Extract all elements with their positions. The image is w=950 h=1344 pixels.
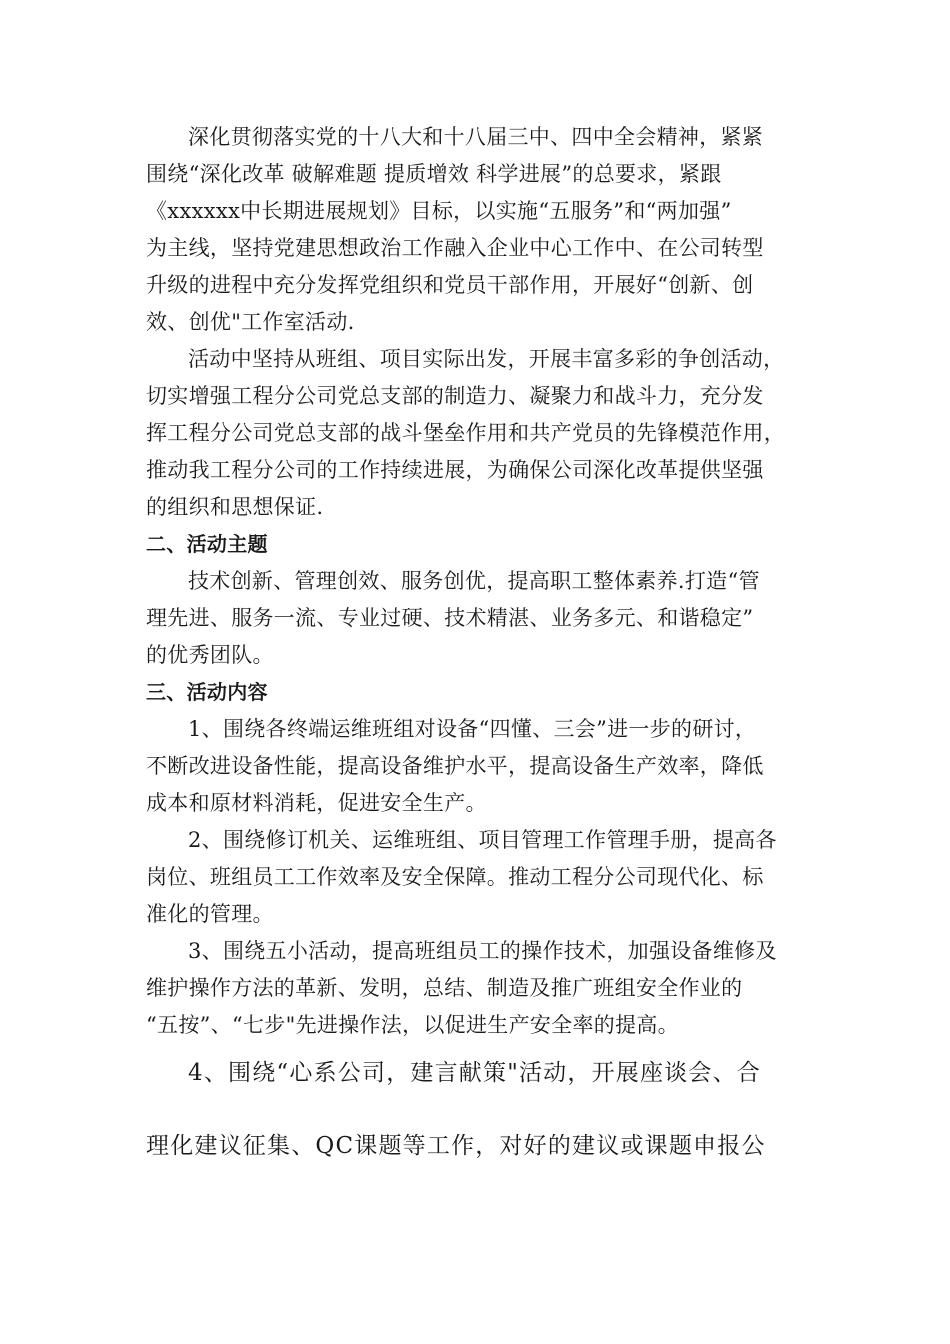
paragraph-line: 升级的进程中充分发挥党组织和党员干部作用，开展好“创新、创: [146, 273, 754, 297]
section-heading: 二、活动主题: [146, 532, 268, 556]
paragraph-line: 为主线，坚持党建思想政治工作融入企业中心工作中、在公司转型: [146, 236, 764, 260]
paragraph-line: 技术创新、管理创效、服务创优，提高职工整体素养.打造“管: [188, 569, 760, 593]
paragraph-line: 效、创优"工作室活动.: [146, 310, 355, 334]
paragraph-line: 准化的管理。: [146, 902, 274, 926]
paragraph-line: 理化建议征集、QC课题等工作，对好的建议或课题申报公: [146, 1133, 766, 1159]
paragraph-line: 的组织和思想保证.: [146, 495, 324, 519]
paragraph-line: 围绕“深化改革 破解难题 提质增效 科学进展”的总要求，紧跟: [146, 162, 722, 186]
paragraph-line: 《xxxxxx中长期进展规划》目标，以实施“五服务”和“两加强”: [146, 199, 732, 223]
paragraph-line: 理先进、服务一流、专业过硬、技术精湛、业务多元、和谐稳定”: [146, 606, 754, 630]
paragraph-line: “五按”、“七步"先进操作法，以促进生产安全率的提高。: [146, 1013, 679, 1037]
paragraph-line: 维护操作方法的革新、发明，总结、制造及推广班组安全作业的: [146, 976, 743, 1000]
paragraph-line: 成本和原材料消耗，促进安全生产。: [146, 791, 487, 815]
paragraph-line: 岗位、班组员工工作效率及安全保障。推动工程分公司现代化、标: [146, 865, 764, 889]
paragraph-line: 挥工程分公司党总支部的战斗堡垒作用和共产党员的先锋模范作用，: [146, 421, 785, 445]
paragraph-line: 活动中坚持从班组、项目实际出发，开展丰富多彩的争创活动，: [188, 347, 785, 371]
section-heading: 三、活动内容: [146, 680, 268, 704]
paragraph-line: 2、围绕修订机关、运维班组、项目管理工作管理手册，提高各: [188, 828, 777, 852]
paragraph-line: 4、围绕“心系公司，建言献策"活动，开展座谈会、合: [188, 1060, 761, 1086]
paragraph-line: 不断改进设备性能，提高设备维护水平，提高设备生产效率，降低: [146, 754, 764, 778]
paragraph-line: 推动我工程分公司的工作持续进展，为确保公司深化改革提供坚强: [146, 458, 764, 482]
paragraph-line: 1、围绕各终端运维班组对设备“四懂、三会”进一步的研讨，: [188, 717, 757, 741]
paragraph-line: 深化贯彻落实党的十八大和十八届三中、四中全会精神，紧紧: [188, 125, 764, 149]
paragraph-line: 3、围绕五小活动，提高班组员工的操作技术，加强设备维修及: [188, 939, 777, 963]
paragraph-line: 切实增强工程分公司党总支部的制造力、凝聚力和战斗力，充分发: [146, 384, 764, 408]
paragraph-line: 的优秀团队。: [146, 643, 274, 667]
